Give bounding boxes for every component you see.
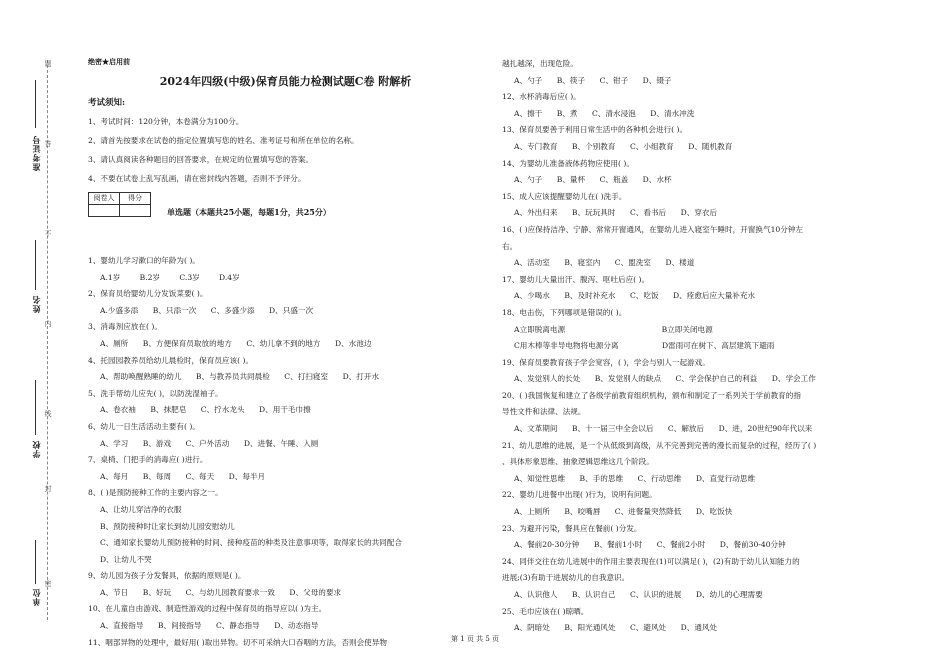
answer-options: A、专门教育 B、个别教育 C、小组教育 D、随机教育 [514, 141, 733, 151]
question-line: 8、( )是预防接种工作的主要内容之一。 [88, 488, 223, 498]
question-line: 14、为婴幼儿准备液体药物应使用( )。 [502, 158, 634, 168]
question-line: 17、婴幼儿大量出汗、腹泻、呕吐后应( )。 [502, 274, 650, 284]
notice-item: 4、不要在试卷上乱写乱画，请在密封线内答题，否则不予评分。 [88, 174, 306, 183]
question-line: 导性文件和法律、法规。 [502, 407, 586, 417]
question-line: 18、电击伤，下列哪项是错误的( )。 [502, 307, 627, 317]
question-line: 15、成人应该提醒婴幼儿在( )洗手。 [502, 191, 627, 201]
page-footer: 第 1 页 共 5 页 [450, 635, 500, 643]
answer-options: A立即脱离电源 B立即关闭电源 [514, 324, 713, 334]
question-line: 3、消毒剂应放在( )。 [88, 322, 162, 332]
school-blank [35, 380, 36, 435]
name-blank [35, 240, 36, 290]
question-line: 7、桌椅、门把手的消毒应( )进行。 [88, 455, 208, 465]
question-line: 越扎越深，出现危险。 [502, 59, 578, 68]
question-line: 23、为避开污染，餐具应在餐前( )分发。 [502, 523, 642, 533]
question-line: 9、幼儿园为孩子分发餐具，依据的原则是( )。 [88, 571, 246, 581]
answer-options: A、每月 B、每周 C、每天 D、每半月 [100, 471, 266, 481]
grader-cell: 阅卷人 [89, 193, 120, 205]
seal-mark-2: 答 [44, 140, 52, 147]
answer-options: C、通知家长婴幼儿预防接种的时间、接种疫苗的种类及注意事项等，取得家长的共同配合 [100, 538, 402, 548]
answer-options: C用木棒等非导电物将电源分离 D雷雨可在树下、高层建筑下避雨 [514, 341, 775, 351]
answer-options: A、节日 B、好玩 C、与幼儿园教育要求一致 D、父母的要求 [100, 587, 342, 597]
question-line: 21、幼儿思维的进展，是一个从低级到高级，从不完善到完善的漫长而复杂的过程，经历了( ) [502, 440, 817, 450]
question-line: 12、水杯消毒后应( )。 [502, 92, 581, 102]
question-line: 13、保育员要善于利用日常生活中的各种机会进行( )。 [502, 125, 688, 135]
question-line: 24、同伴交往在幼儿进展中的作用主要表现在(1)可以满足( )，(2)有助于幼儿认知能力的 [502, 556, 800, 566]
answer-options: A、文革期间 B、十一届三中全会以后 C、解放后 D、进，20世纪90年代以来 [514, 424, 813, 434]
seal-mark-1: 题 [44, 60, 52, 67]
exam-no-label: 准考证号 [31, 135, 41, 171]
question-line: 2、保育员给婴幼儿分发饭菜要( )。 [88, 289, 208, 299]
answer-options: A.1岁 B.2岁 C.3岁 D.4岁 [100, 272, 240, 282]
notice-item: 3、请认真阅读各种题目的回答要求，在规定的位置填写您的答案。 [88, 155, 314, 164]
right-questions [502, 56, 907, 637]
answer-options: A.少盛多添 B、只添一次 C、多盛少添 D、只盛一次 [100, 305, 314, 315]
answer-options: A、餐前20-30分钟 B、餐前1小时 C、餐前2小时 D、餐前30-40分钟 [514, 540, 786, 550]
notice-item: 1、考试时间：120分钟，本卷满分为100分。 [88, 117, 244, 126]
answer-options: A、擦干 B、煮 C、清水浸泡 D、清水冲洗 [514, 108, 695, 118]
question-line: 5、洗手帮幼儿应先( )，以防洗湿袖子。 [88, 388, 223, 398]
answer-options: B、预防接种时让家长到幼儿园安慰幼儿 [100, 521, 235, 531]
school-label: 学校 [31, 440, 41, 458]
answer-options: A、上厕所 B、咬嘴唇 C、进餐量突然降低 D、吃饭快 [514, 507, 733, 517]
answer-options: A、活动室 B、寝室内 C、盥洗室 D、楼道 [514, 258, 695, 268]
score-cell: 得分 [120, 193, 151, 205]
seal-mark-4: 内 [44, 320, 52, 327]
seal-mark-7: 密 [44, 580, 52, 587]
seal-mark-3: 不 [44, 230, 52, 237]
question-line: 20、( )我国恢复和建立了各级学前教育组织机构，颁布和制定了一系列关于学前教育的指 [502, 390, 801, 400]
question-line: 进展;(3)有助于进展幼儿的自我意识。 [502, 573, 630, 583]
answer-options: A、勺子 B、量杯 C、瓶盖 D、水杯 [514, 175, 672, 185]
question-line: 25、毛巾应该在( )晾晒。 [502, 606, 589, 616]
unit-label: 单位 [31, 588, 41, 606]
answer-options: A、少喝水 B、及时补充水 C、吃饭 D、痊愈后应大量补充水 [514, 291, 756, 301]
question-line: 22、婴幼儿进餐中出现( )行为，说明有问题。 [502, 490, 657, 500]
answer-options: A、外出归来 B、玩玩具时 C、看书后 D、穿衣后 [514, 208, 718, 218]
exam-no-blank [35, 80, 36, 128]
grader-blank[interactable] [89, 205, 120, 217]
answer-options: A、让幼儿穿洁净的衣服 [100, 504, 182, 514]
answer-options: A、知觉性思维 B、手的思维 C、行动思维 D、直觉行动思维 [514, 473, 756, 483]
score-blank[interactable] [120, 205, 151, 217]
answer-options: A、阴暗处 B、阳光通风处 C、避风处 D、通风处 [514, 623, 718, 633]
question-line: 10、在儿童自由游戏、制造性游戏的过程中保育员的指导应以( )为主。 [88, 604, 327, 614]
left-column [88, 56, 483, 651]
question-line: 1、婴幼儿学习漱口的年龄为( )。 [88, 256, 200, 265]
answer-options: A、直接指导 B、间接指导 C、静态指导 D、动态指导 [100, 621, 319, 631]
answer-options: A、帮助唤醒熟睡的幼儿 B、与教养员共同晨检 C、打扫寝室 D、打开水 [100, 372, 380, 382]
binding-margin [0, 40, 60, 620]
answer-options: A、勺子 B、筷子 C、钳子 D、镊子 [514, 75, 672, 85]
exam-title: 2024年四级(中级)保育员能力检测试题C卷 附解析 [159, 75, 412, 88]
section-heading: 单选题（本题共25小题，每题1分，共25分） [167, 207, 331, 218]
answer-options: A、卷衣袖 B、抹肥皂 C、拧水龙头 D、用干毛巾擦 [100, 405, 311, 415]
left-questions [88, 253, 483, 651]
name-label: 姓名 [31, 295, 41, 313]
score-box [88, 192, 483, 217]
seal-mark-5: 线 [44, 410, 52, 417]
question-line: 11、咽部异物的处理中，最好用( )取出异物。切不可采纳大口吞咽的方法，否则会使异物 [88, 637, 387, 647]
secret-label: 绝密★启用前 [88, 57, 130, 66]
question-line: 4、托园园教养员给幼儿晨检时，保育员应该( )。 [88, 355, 254, 365]
answer-options: A、厕所 B、方便保育员取放的地方 C、幼儿拿不到的地方 D、水池边 [100, 338, 372, 348]
notice-item: 2、请首先按要求在试卷的指定位置填写您的姓名、准考证号和所在单位的名称。 [88, 136, 359, 145]
score-table [88, 192, 151, 217]
answer-options: A、发觉别人的长处 B、发觉别人的缺点 C、学会保护自己的利益 D、学会工作 [514, 374, 816, 384]
question-line: 6、幼儿一日生活活动主要有( )。 [88, 421, 200, 431]
answer-options: A、学习 B、游戏 C、户外活动 D、进餐、午睡、入厕 [100, 438, 319, 448]
right-column [502, 56, 907, 637]
unit-blank [35, 540, 36, 584]
question-line: 19、保育员要教育孩子学会宽容，( )，学会与别人一起游戏。 [502, 357, 710, 367]
question-line: 右。 [502, 241, 518, 251]
answer-options: D、让幼儿不哭 [100, 554, 152, 564]
seal-mark-6: 封 [44, 485, 52, 492]
notice-heading: 考试须知: [88, 98, 126, 108]
answer-options: A、认识他人 B、认识自己 C、认识的进展 D、幼儿的心理需要 [514, 590, 763, 599]
spacer [88, 217, 483, 253]
question-line: 16、( )应保持洁净、宁静、常常开窗通风，在婴幼儿进入寝室午睡时，开窗换气10分钟左 [502, 224, 804, 234]
question-line: 、具体形象思维、抽象逻辑思维这几个阶段。 [502, 457, 654, 467]
